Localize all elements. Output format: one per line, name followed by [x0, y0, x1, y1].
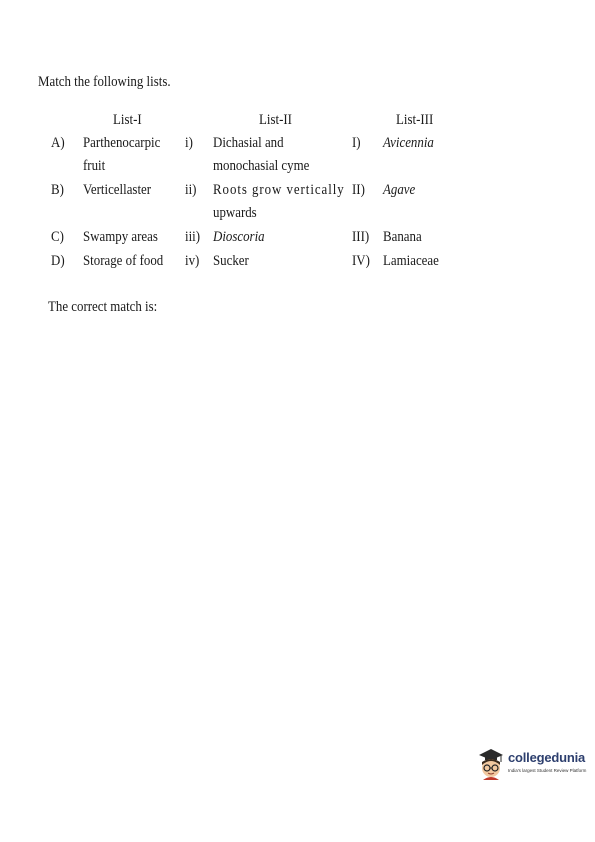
row-iii-list2-text: Dioscoria: [213, 229, 265, 245]
list3-header: List-III: [396, 112, 434, 128]
list1-header: List-I: [113, 112, 142, 128]
row-i-marker: i): [185, 135, 193, 151]
logo-tagline: India's largest Student Review Platform: [508, 768, 587, 773]
row-I-list3-text: Avicennia: [383, 135, 434, 151]
row-IV-marker: IV): [352, 253, 370, 269]
row-IV-list3-text: Lamiaceae: [383, 253, 439, 269]
row-II-list3-text: Agave: [383, 182, 416, 198]
row-d-marker: D): [51, 253, 65, 269]
row-d-list1-text: Storage of food: [83, 253, 164, 269]
row-c-marker: C): [51, 229, 64, 245]
answer-prompt: The correct match is:: [48, 299, 158, 315]
row-I-marker: I): [352, 135, 361, 151]
row-i-list2-text: Dichasial and: [213, 135, 284, 151]
logo-wordmark: collegedunia: [508, 750, 586, 765]
row-iii-marker: iii): [185, 229, 201, 245]
row-III-list3-text: Banana: [383, 229, 422, 245]
row-a-marker: A): [51, 135, 65, 151]
collegedunia-logo: [476, 744, 591, 784]
row-ii-list2-text: Roots grow vertically: [213, 182, 345, 198]
student-mascot-icon: [476, 746, 506, 780]
row-c-list1-text: Swampy areas: [83, 229, 158, 245]
row-b-list1-text: Verticellaster: [83, 182, 152, 198]
row-iv-list2-text: Sucker: [213, 253, 249, 269]
row-II-marker: II): [352, 182, 365, 198]
row-III-marker: III): [352, 229, 370, 245]
row-iv-marker: iv): [185, 253, 200, 269]
row-b-marker: B): [51, 182, 64, 198]
row-a-list1-text-cont: fruit: [83, 158, 106, 174]
list2-header: List-II: [259, 112, 292, 128]
row-a-list1-text: Parthenocarpic: [83, 135, 161, 151]
question-instruction: Match the following lists.: [38, 74, 171, 90]
row-i-list2-text-cont: monochasial cyme: [213, 158, 310, 174]
row-ii-marker: ii): [185, 182, 197, 198]
matching-table: [0, 0, 595, 300]
row-ii-list2-text-cont: upwards: [213, 205, 257, 221]
